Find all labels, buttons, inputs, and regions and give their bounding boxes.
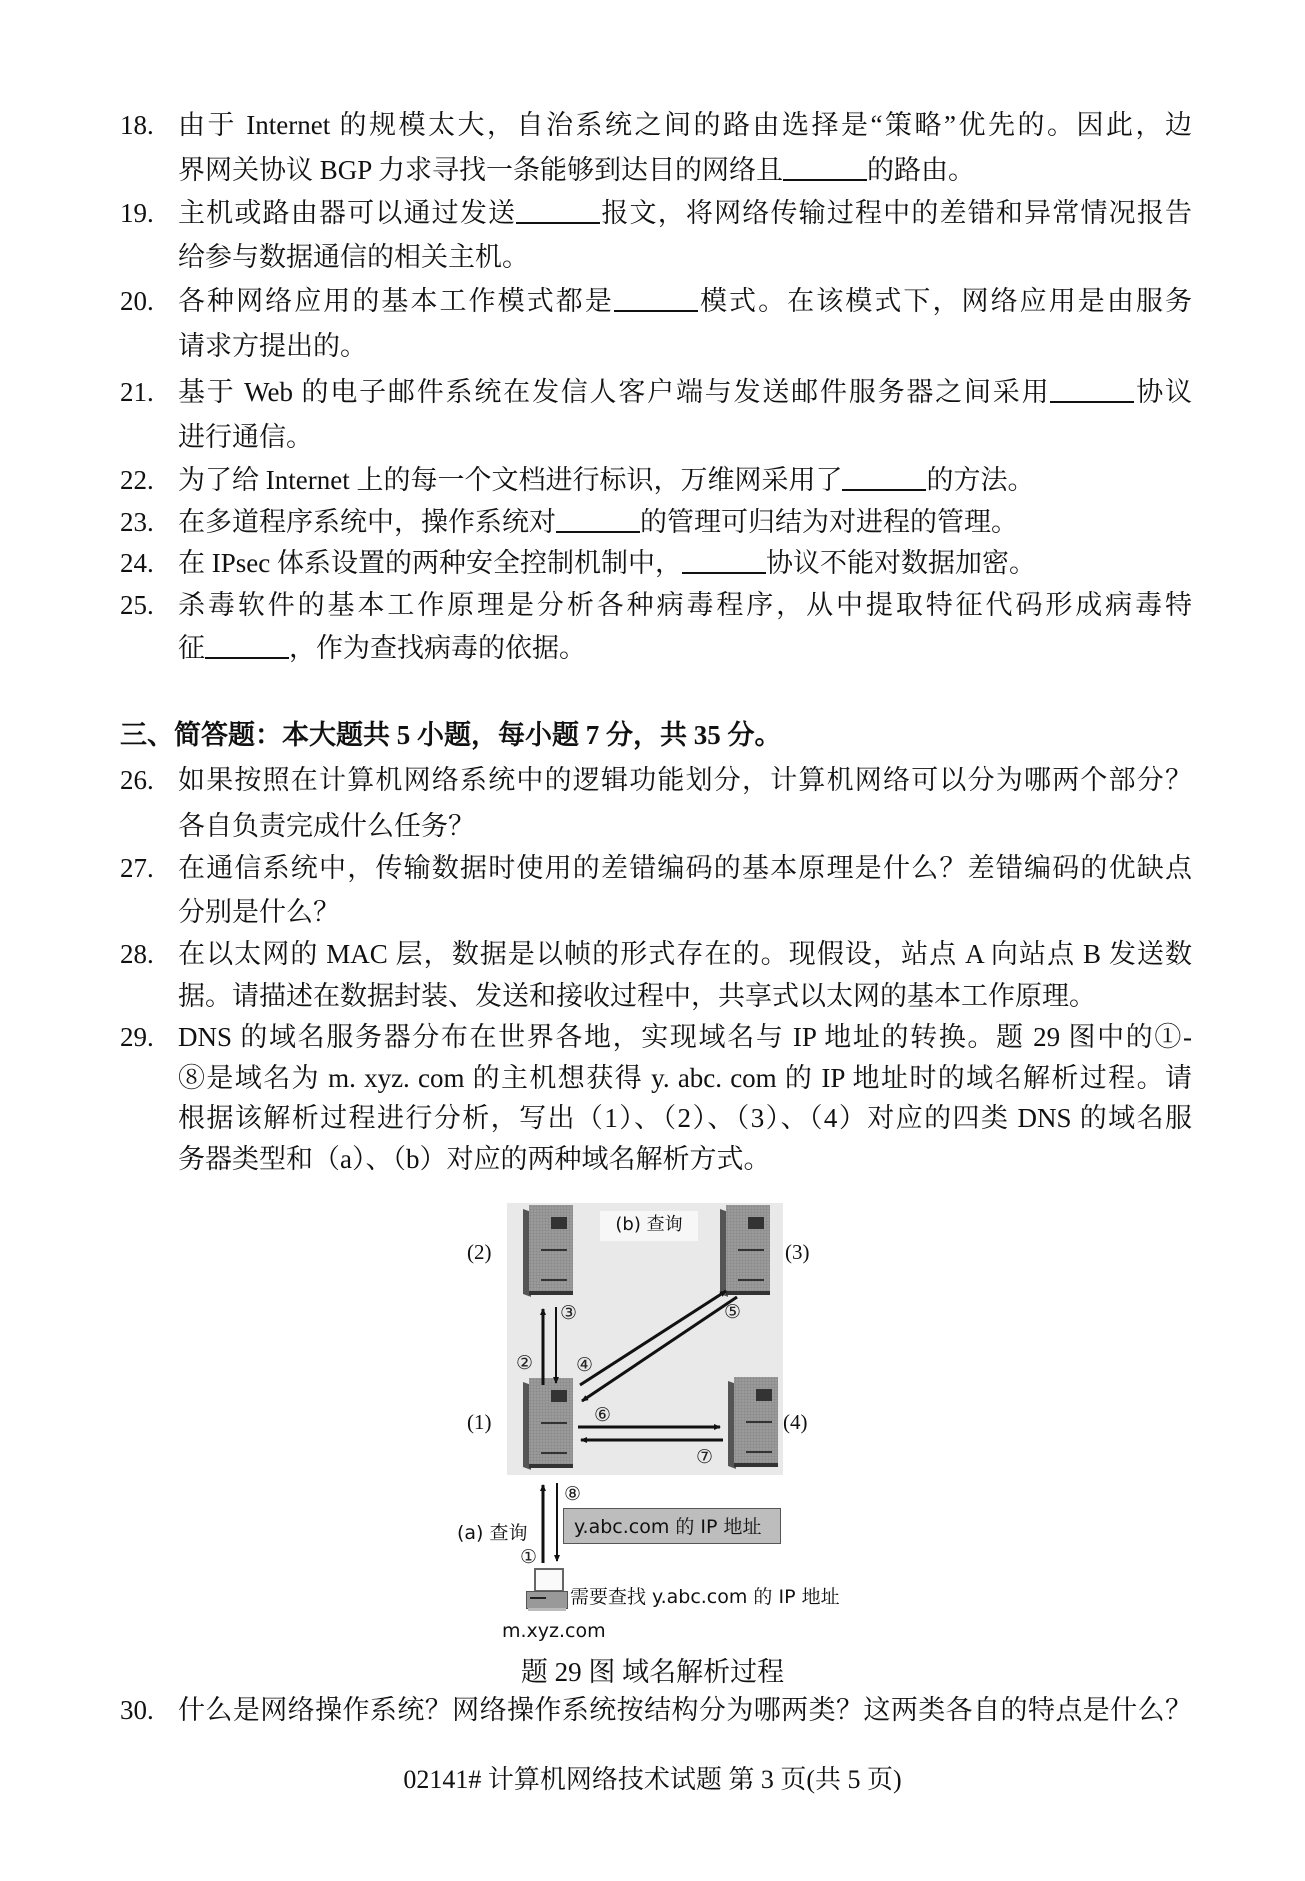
text-segment: 界网关协议 BGP 力求寻找一条能够到达目的网络且 bbox=[178, 155, 784, 185]
question-text bbox=[178, 628, 1192, 668]
question-text bbox=[178, 460, 1192, 500]
question-line bbox=[120, 892, 1192, 932]
text-segment: 基于 Web 的电子邮件系统在发信人客户端与发送邮件服务器之间采用 bbox=[178, 377, 1051, 407]
question-line bbox=[120, 372, 1192, 412]
step-marker-8: ⑧ bbox=[564, 1483, 582, 1505]
text-segment: 在 IPsec 体系设置的两种安全控制机制中， bbox=[178, 548, 682, 578]
question-line bbox=[120, 417, 1192, 457]
question-line bbox=[120, 760, 1192, 800]
text-segment: 征 bbox=[178, 633, 205, 663]
section-heading-text: 三、简答题：本大题共 5 小题，每小题 7 分，共 35 分。 bbox=[120, 720, 782, 750]
question-text: 务器类型和（a）、（b）对应的两种域名解析方式。 bbox=[178, 1144, 771, 1174]
step-marker-6: ⑥ bbox=[594, 1404, 612, 1426]
question-text bbox=[178, 193, 1192, 233]
text-segment: 模式。在该模式下，网络应用是由服务 bbox=[697, 286, 1192, 316]
question-text: 各自负责完成什么任务？ bbox=[178, 811, 475, 841]
question-number: 28. bbox=[120, 939, 154, 969]
dns-resolution-diagram bbox=[440, 1195, 880, 1655]
question-line bbox=[120, 326, 1192, 366]
question-text: 杀毒软件的基本工作原理是分析各种病毒程序，从中提取特征代码形成病毒特 bbox=[178, 590, 1192, 620]
answer-blank bbox=[842, 463, 926, 491]
text-segment: 协议 bbox=[1134, 377, 1192, 407]
question-line bbox=[120, 237, 1192, 277]
question-number: 26. bbox=[120, 765, 154, 795]
text-segment: 的方法。 bbox=[926, 465, 1035, 495]
question-line bbox=[120, 1690, 1192, 1730]
text-segment: 报文，将网络传输过程中的差错和异常情况报告 bbox=[600, 198, 1193, 228]
question-number: 25. bbox=[120, 590, 154, 620]
section-heading bbox=[120, 715, 1192, 755]
server-label-1: (1) bbox=[467, 1410, 492, 1434]
page-footer: 02141# 计算机网络技术试题 第 3 页(共 5 页) bbox=[403, 1765, 902, 1794]
question-text: 给参与数据通信的相关主机。 bbox=[178, 242, 529, 272]
text-segment: 主机或路由器可以通过发送 bbox=[178, 198, 517, 228]
result-ip-box: y.abc.com 的 IP 地址 bbox=[563, 1508, 781, 1544]
text-segment: 为了给 Internet 上的每一个文档进行标识，万维网采用了 bbox=[178, 465, 843, 495]
figure-caption: 题 29 图 域名解析过程 bbox=[520, 1657, 785, 1687]
question-text: 什么是网络操作系统？网络操作系统按结构分为哪两类？这两类各自的特点是什么？ bbox=[178, 1695, 1192, 1725]
text-segment: ，作为查找病毒的依据。 bbox=[289, 633, 586, 663]
question-line bbox=[120, 585, 1192, 625]
question-line bbox=[120, 1139, 1192, 1179]
answer-blank bbox=[614, 284, 698, 312]
step-marker-7: ⑦ bbox=[696, 1446, 714, 1468]
question-text: 在以太网的 MAC 层，数据是以帧的形式存在的。现假设，站点 A 向站点 B 发送数 bbox=[178, 939, 1192, 969]
query-a-label: (a) 查询 bbox=[457, 1522, 528, 1544]
answer-blank bbox=[556, 505, 640, 533]
question-line bbox=[120, 1058, 1192, 1098]
answer-blank bbox=[783, 153, 867, 181]
question-line bbox=[120, 934, 1192, 974]
step-marker-1: ① bbox=[520, 1546, 538, 1568]
question-line bbox=[120, 806, 1192, 846]
answer-blank bbox=[205, 631, 289, 659]
question-line bbox=[120, 628, 1192, 668]
question-text: 根据该解析过程进行分析，写出（1）、（2）、（3）、（4）对应的四类 DNS 的域名服 bbox=[178, 1103, 1192, 1133]
question-line bbox=[120, 460, 1192, 500]
text-segment: 协议不能对数据加密。 bbox=[765, 548, 1036, 578]
text-segment: 各种网络应用的基本工作模式都是 bbox=[178, 286, 614, 316]
question-number: 23. bbox=[120, 507, 154, 537]
question-number: 29. bbox=[120, 1022, 154, 1052]
question-text bbox=[178, 372, 1192, 412]
question-text: ⑧是域名为 m. xyz. com 的主机想获得 y. abc. com 的 IP 地址时的域名解析过程。请 bbox=[178, 1063, 1192, 1093]
question-line bbox=[120, 502, 1192, 542]
question-number: 24. bbox=[120, 548, 154, 578]
question-number: 18. bbox=[120, 110, 154, 140]
question-text: 如果按照在计算机网络系统中的逻辑功能划分，计算机网络可以分为哪两个部分？ bbox=[178, 765, 1192, 795]
text-segment: 的路由。 bbox=[867, 155, 976, 185]
text-segment: 的管理可归结为对进程的管理。 bbox=[640, 507, 1018, 537]
question-text bbox=[178, 543, 1192, 583]
question-number: 22. bbox=[120, 465, 154, 495]
question-text bbox=[178, 281, 1192, 321]
question-line bbox=[120, 543, 1192, 583]
question-line bbox=[120, 105, 1192, 145]
answer-blank bbox=[1050, 375, 1134, 403]
question-line bbox=[120, 193, 1192, 233]
step-marker-2: ② bbox=[516, 1352, 534, 1374]
client-host: m.xyz.com bbox=[502, 1620, 606, 1642]
text-segment: 在多道程序系统中，操作系统对 bbox=[178, 507, 556, 537]
question-line bbox=[120, 1017, 1192, 1057]
question-number: 19. bbox=[120, 198, 154, 228]
question-line bbox=[120, 848, 1192, 888]
answer-blank bbox=[516, 196, 600, 224]
step-marker-4: ④ bbox=[576, 1354, 594, 1376]
question-number: 20. bbox=[120, 286, 154, 316]
question-text: 据。请描述在数据封装、发送和接收过程中，共享式以太网的基本工作原理。 bbox=[178, 981, 1096, 1011]
answer-blank bbox=[682, 546, 766, 574]
server-label-2: (2) bbox=[467, 1240, 492, 1264]
question-text: DNS 的域名服务器分布在世界各地，实现域名与 IP 地址的转换。题 29 图中的①- bbox=[178, 1022, 1192, 1052]
question-line bbox=[120, 1098, 1192, 1138]
question-text: 分别是什么？ bbox=[178, 897, 340, 927]
question-number: 21. bbox=[120, 377, 154, 407]
query-b-label: (b) 查询 bbox=[600, 1211, 698, 1241]
laptop-icon bbox=[526, 1568, 570, 1614]
question-line bbox=[120, 150, 1192, 190]
client-note: 需要查找 y.abc.com 的 IP 地址 bbox=[570, 1586, 840, 1608]
question-number: 30. bbox=[120, 1695, 154, 1725]
step-marker-3: ③ bbox=[560, 1302, 578, 1324]
question-text: 由于 Internet 的规模太大，自治系统之间的路由选择是“策略”优先的。因此，边 bbox=[178, 110, 1192, 140]
server-label-3: (3) bbox=[785, 1240, 810, 1264]
question-number: 27. bbox=[120, 853, 154, 883]
question-text: 在通信系统中，传输数据时使用的差错编码的基本原理是什么？差错编码的优缺点 bbox=[178, 853, 1192, 883]
question-line bbox=[120, 281, 1192, 321]
question-text: 请求方提出的。 bbox=[178, 331, 367, 361]
step-marker-5: ⑤ bbox=[724, 1301, 742, 1323]
question-text: 进行通信。 bbox=[178, 422, 313, 452]
question-line bbox=[120, 976, 1192, 1016]
server-label-4: (4) bbox=[783, 1410, 808, 1434]
question-text bbox=[178, 150, 1192, 190]
question-text bbox=[178, 502, 1192, 542]
